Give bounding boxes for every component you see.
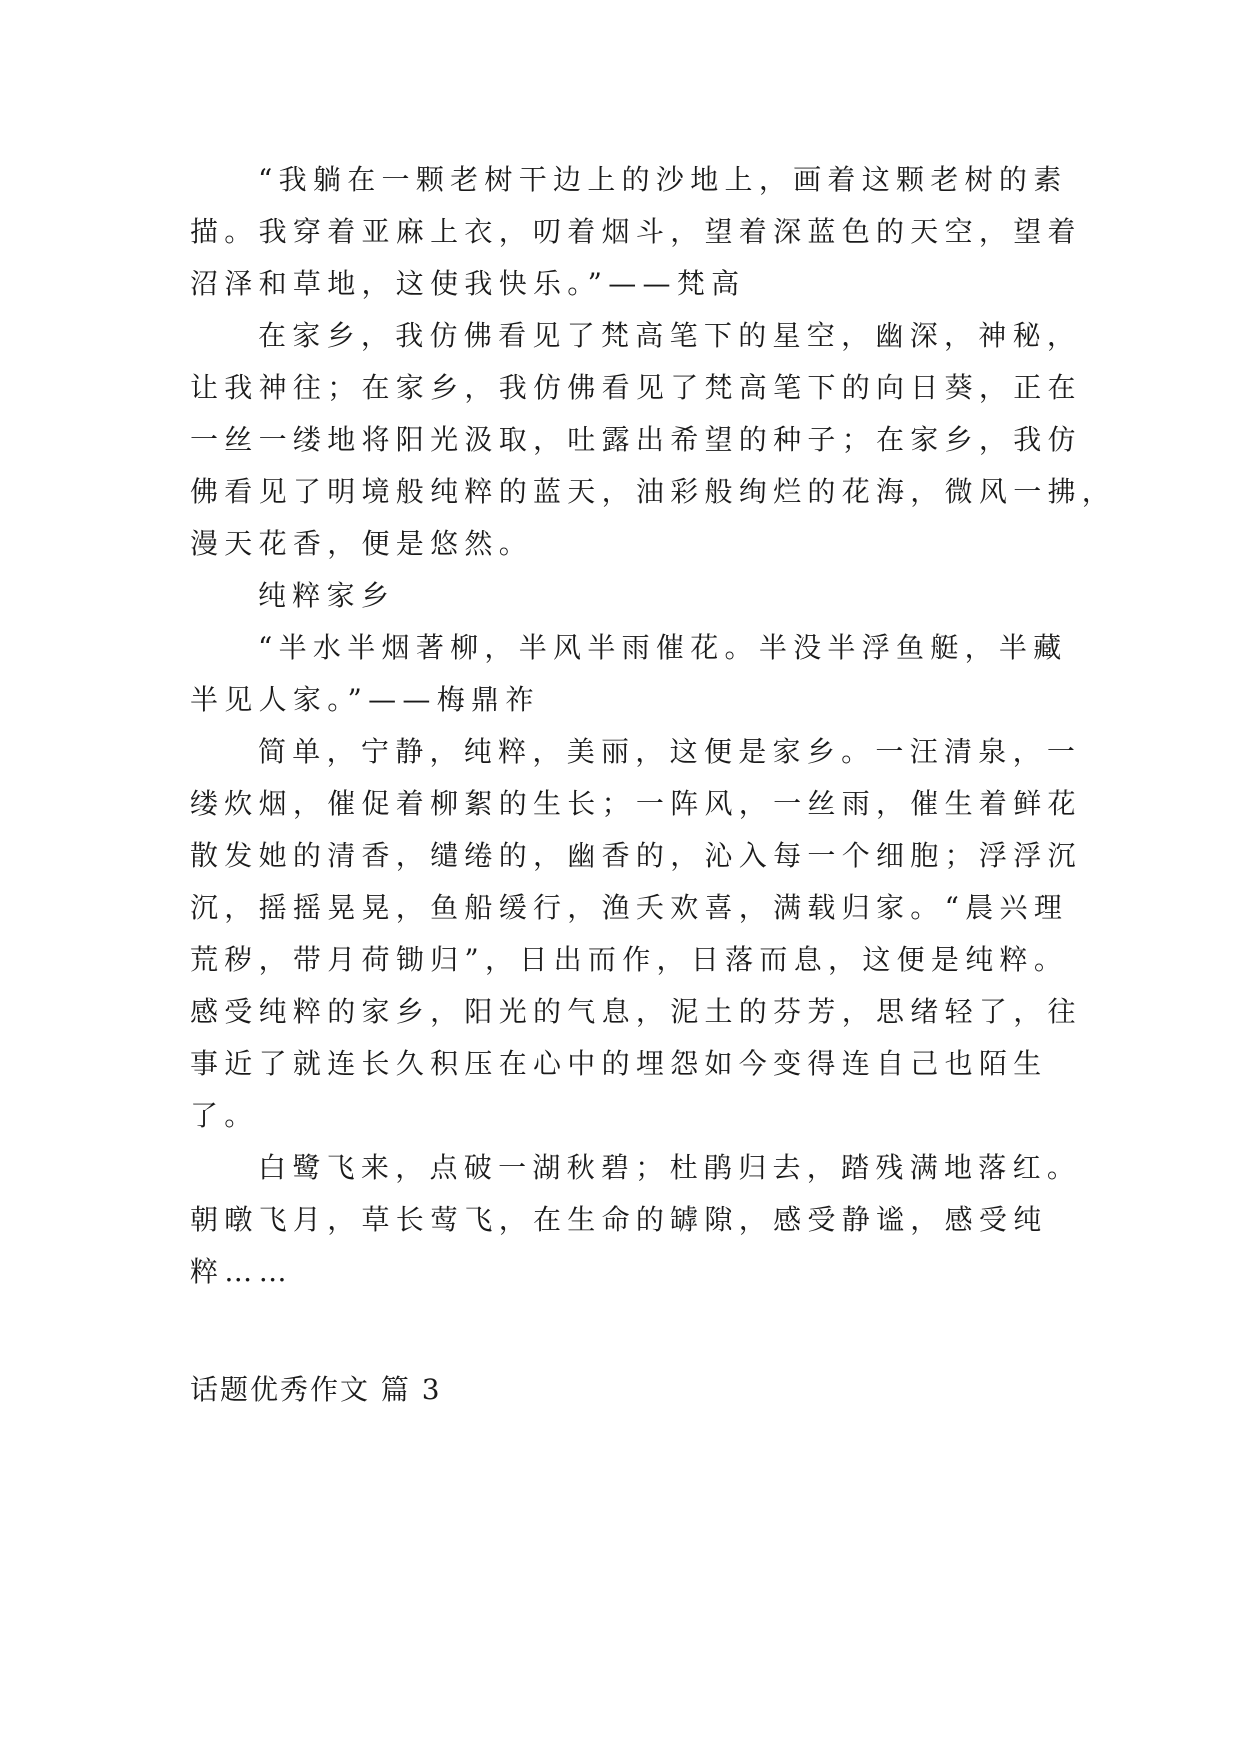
subheading: 纯粹家乡 bbox=[258, 579, 396, 612]
text-line: “我躺在一颗老树干边上的沙地上，画着这颗老树的素 bbox=[258, 163, 1068, 196]
text-line: 一丝一缕地将阳光汲取，吐露出希望的种子；在家乡，我仿 bbox=[190, 423, 1082, 456]
text-line: 散发她的清香，缱绻的，幽香的，沁入每一个细胞；浮浮沉 bbox=[190, 839, 1082, 872]
text-line: 缕炊烟，催促着柳絮的生长；一阵风，一丝雨，催生着鲜花 bbox=[190, 787, 1082, 820]
text-line: 佛看见了明境般纯粹的蓝天，油彩般绚烂的花海，微风一拂， bbox=[190, 475, 1117, 508]
text-line: 朝暾飞月，草长莺飞，在生命的罅隙，感受静谧，感受纯 bbox=[190, 1203, 1048, 1236]
text-line: 感受纯粹的家乡，阳光的气息，泥土的芬芳，思绪轻了，往 bbox=[190, 995, 1082, 1028]
text-line: 漫天花香，便是悠然。 bbox=[190, 527, 534, 560]
text-line: 在家乡，我仿佛看见了梵高笔下的星空，幽深，神秘， bbox=[258, 319, 1082, 352]
text-line: 沉，摇摇晃晃，鱼船缓行，渔夭欢喜，满载归家。“晨兴理 bbox=[190, 891, 1069, 924]
text-line: 事近了就连长久积压在心中的埋怨如今变得连自己也陌生 bbox=[190, 1047, 1048, 1080]
text-line: 沼泽和草地，这使我快乐。”——梵高 bbox=[190, 267, 746, 300]
text-line: 半见人家。”——梅鼎祚 bbox=[190, 683, 540, 716]
text-line: 荒秽，带月荷锄归”，日出而作，日落而息，这便是纯粹。 bbox=[190, 943, 1069, 976]
text-line: 白鹭飞来，点破一湖秋碧；杜鹃归去，踏残满地落红。 bbox=[258, 1151, 1082, 1184]
text-line: 简单，宁静，纯粹，美丽，这便是家乡。一汪清泉，一 bbox=[258, 735, 1082, 768]
section-heading: 话题优秀作文 篇 3 bbox=[190, 1373, 442, 1406]
text-line: 粹…… bbox=[190, 1255, 293, 1288]
text-line: 描。我穿着亚麻上衣，叨着烟斗，望着深蓝色的天空，望着 bbox=[190, 215, 1082, 248]
text-line: 让我神往；在家乡，我仿佛看见了梵高笔下的向日葵，正在 bbox=[190, 371, 1082, 404]
text-line: “半水半烟著柳，半风半雨催花。半没半浮鱼艇，半藏 bbox=[258, 631, 1068, 664]
text-line: 了。 bbox=[190, 1099, 259, 1132]
